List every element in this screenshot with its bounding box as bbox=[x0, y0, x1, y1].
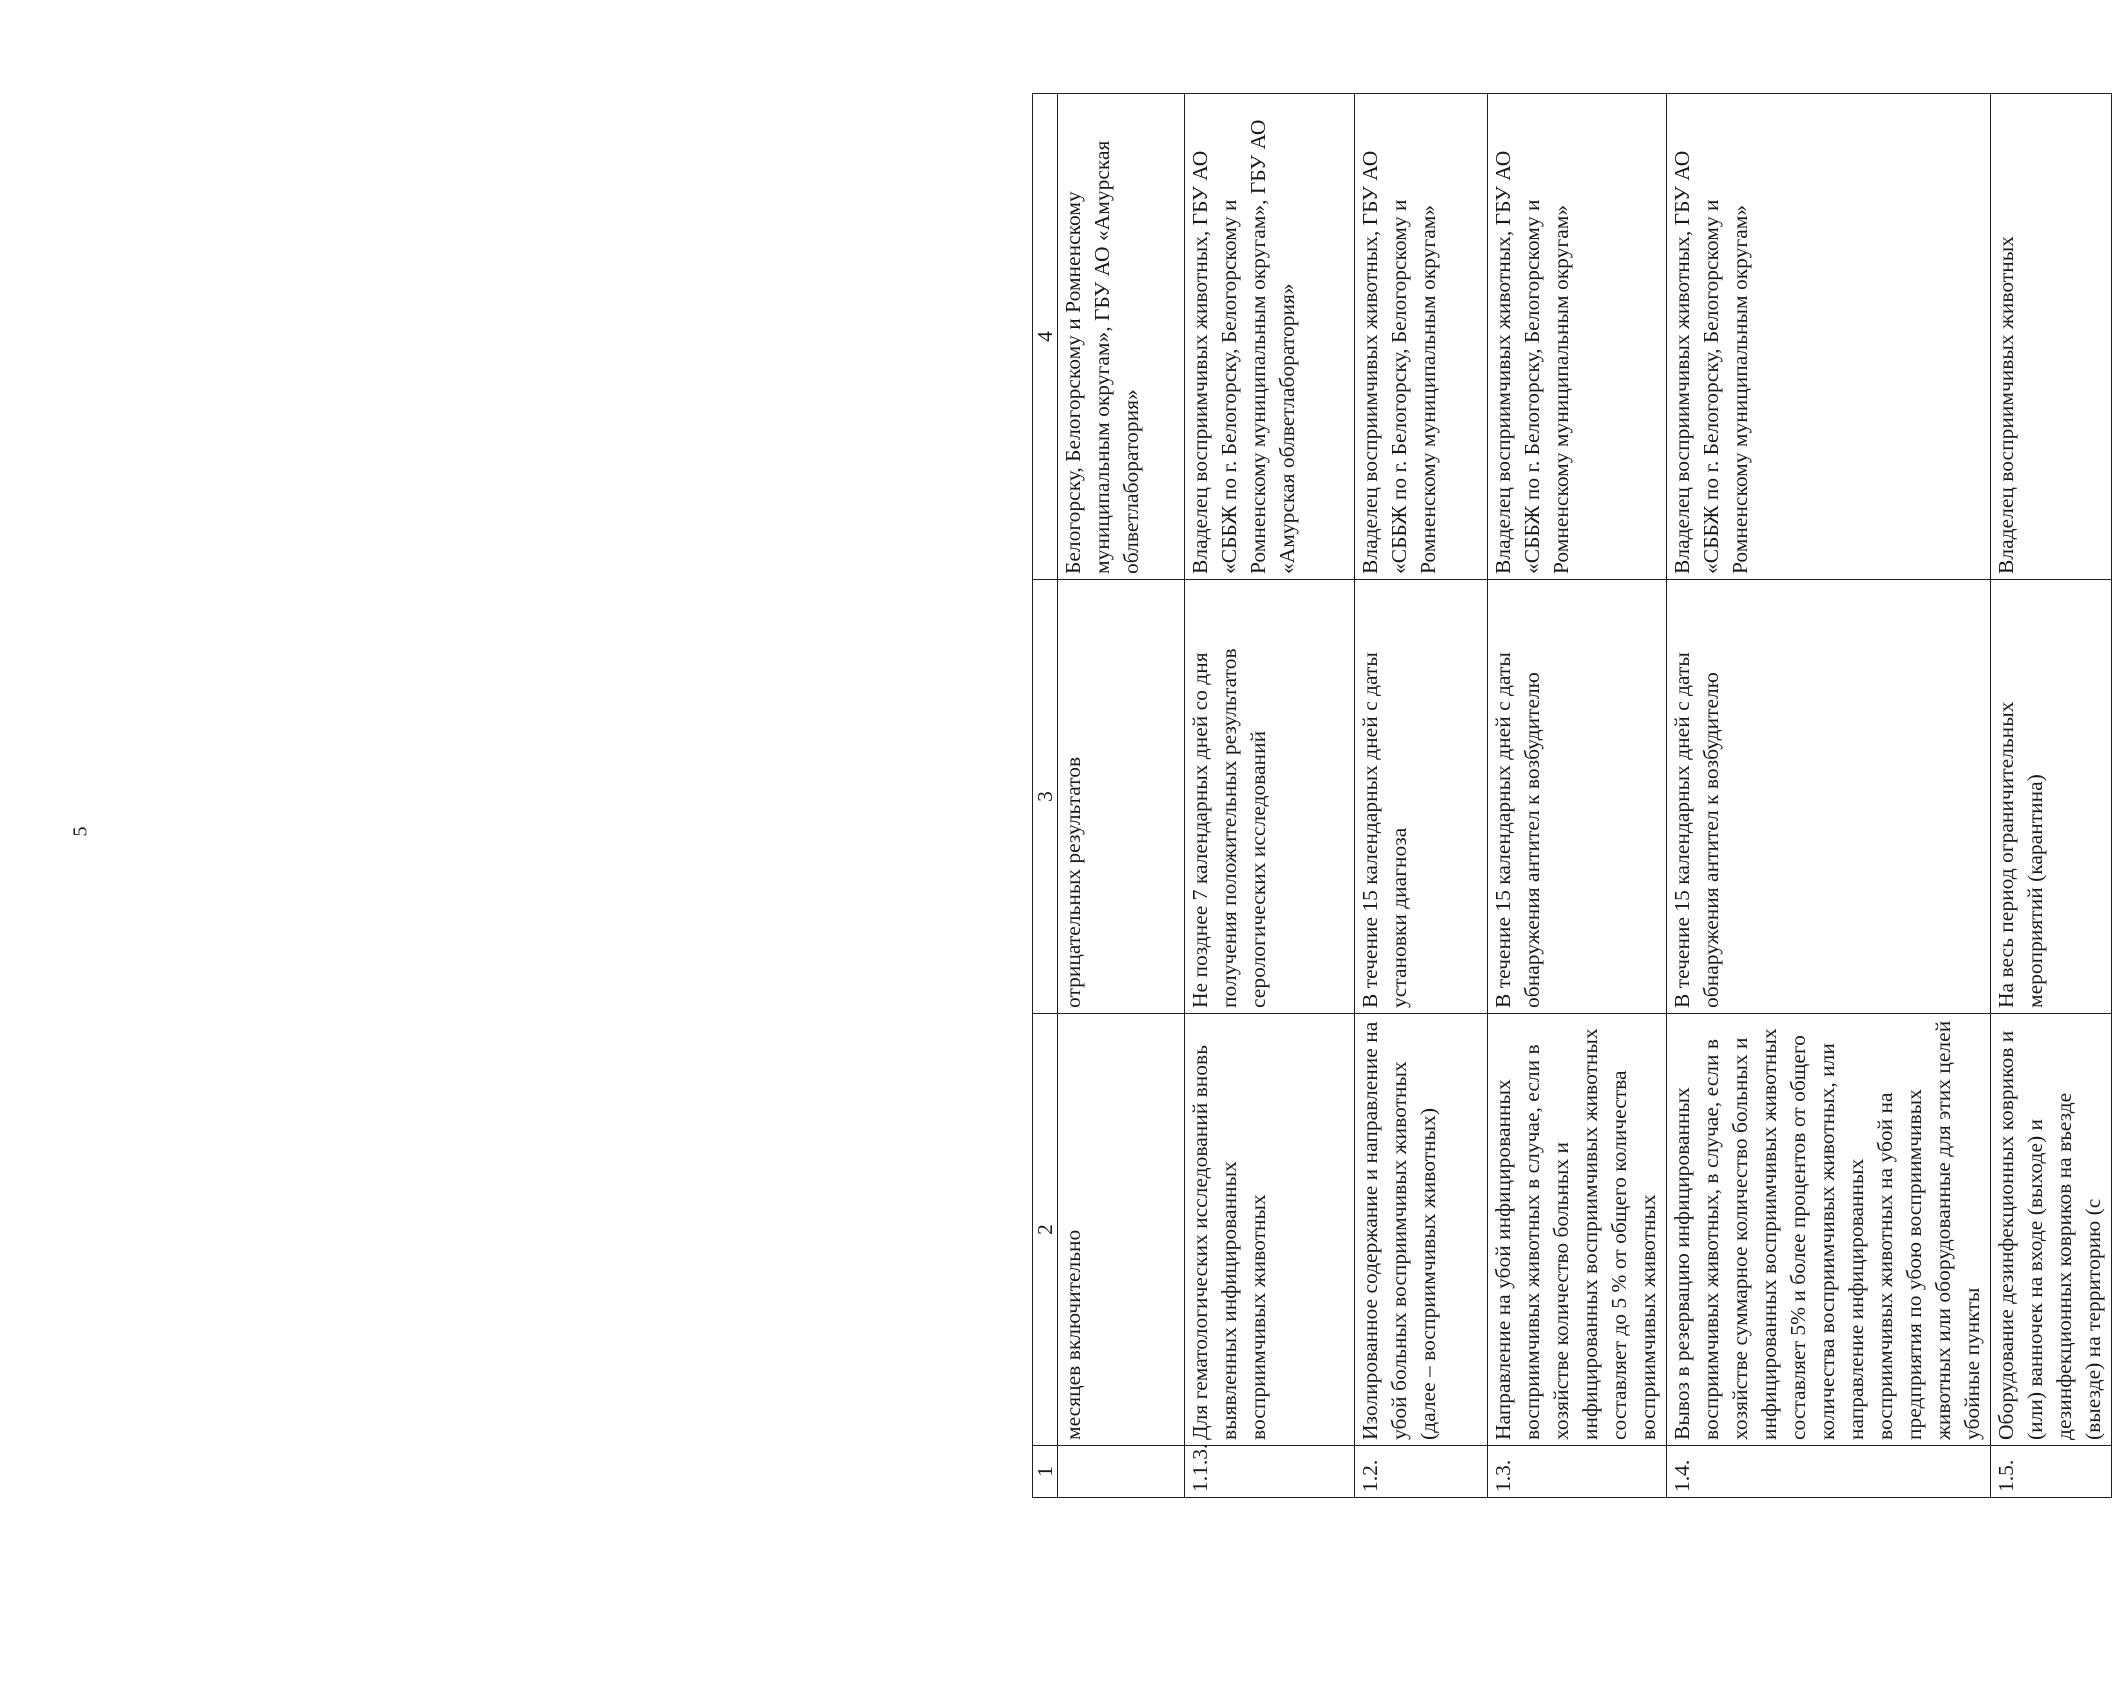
table-row bbox=[1185, 94, 1355, 1498]
responsible-cell: Владелец восприимчивых животных, ГБУ АО «СББЖ по г. Белогорску, Белогорскому и Ромненскому муниципальным округам» bbox=[1355, 94, 1488, 580]
item-number-cell: 1.3. bbox=[1488, 1446, 1667, 1498]
item-number-cell: 1.5. bbox=[1991, 1446, 2112, 1498]
responsible-cell: Владелец восприимчивых животных, ГБУ АО «СББЖ по г. Белогорску, Белогорскому и Ромненскому муниципальным округам», ГБУ АО «Амурская облветлаборатория» bbox=[1185, 94, 1355, 580]
item-number-cell bbox=[1058, 1446, 1185, 1498]
responsible-cell: Владелец восприимчивых животных bbox=[1991, 94, 2112, 580]
measure-cell: месяцев включительно bbox=[1058, 1014, 1185, 1446]
measures-table bbox=[1032, 93, 2112, 1498]
term-cell: В течение 15 календарных дней с даты обнаружения антител к возбудителю bbox=[1488, 580, 1667, 1014]
item-number-cell: 1.2. bbox=[1355, 1446, 1488, 1498]
measure-cell: Изолированное содержание и направление на убой больных восприимчивых животных (далее – восприимчивых животных) bbox=[1355, 1014, 1488, 1446]
table-row bbox=[1488, 94, 1667, 1498]
table-row bbox=[1355, 94, 1488, 1498]
term-cell: Не позднее 7 календарных дней со дня получения положительных результатов серологических исследований bbox=[1185, 580, 1355, 1014]
term-cell: В течение 15 календарных дней с даты установки диагноза bbox=[1355, 580, 1488, 1014]
rotated-page-content bbox=[1032, 94, 2105, 1498]
measure-cell: Для гематологических исследований вновь выявленных инфицированных восприимчивых животных bbox=[1185, 1014, 1355, 1446]
table-row bbox=[1991, 94, 2112, 1498]
header-cell: 3 bbox=[1033, 580, 1058, 1014]
term-cell: На весь период ограничительных мероприятий (карантина) bbox=[1991, 580, 2112, 1014]
item-number-cell: 1.1.3. bbox=[1185, 1446, 1355, 1498]
page-number: 5 bbox=[69, 826, 92, 837]
header-cell: 2 bbox=[1033, 1014, 1058, 1446]
item-number-cell: 1.4. bbox=[1667, 1446, 1991, 1498]
term-cell: В течение 15 календарных дней с даты обнаружения антител к возбудителю bbox=[1667, 580, 1991, 1014]
term-cell: отрицательных результатов bbox=[1058, 580, 1185, 1014]
measure-cell: Вывоз в резервацию инфицированных восприимчивых животных, в случае, если в хозяйстве суммарное количество больных и инфицированных восприимчивых животных составляет 5% и более процентов от общего количества восприимчивых животных, или направление инфицированных восприимчивых животных на убой на предприятия по убою восприимчивых животных или оборудованные для этих целей убойные пункты bbox=[1667, 1014, 1991, 1446]
responsible-cell: Владелец восприимчивых животных, ГБУ АО «СББЖ по г. Белогорску, Белогорскому и Ромненскому муниципальным округам» bbox=[1667, 94, 1991, 580]
table-header-row bbox=[1033, 94, 1058, 1498]
responsible-cell: Белогорску, Белогорскому и Ромненскому муниципальным округам», ГБУ АО «Амурская облветлаборатория» bbox=[1058, 94, 1185, 580]
responsible-cell: Владелец восприимчивых животных, ГБУ АО «СББЖ по г. Белогорску, Белогорскому и Ромненскому муниципальным округам» bbox=[1488, 94, 1667, 580]
header-cell: 4 bbox=[1033, 94, 1058, 580]
table-row bbox=[1058, 94, 1185, 1498]
measure-cell: Оборудование дезинфекционных ковриков и (или) ванночек на входе (выходе) и дезинфекционных ковриков на въезде (выезде) на территорию (с bbox=[1991, 1014, 2112, 1446]
measure-cell: Направление на убой инфицированных восприимчивых животных в случае, если в хозяйстве количество больных и инфицированных восприимчивых животных составляет до 5 % от общего количества восприимчивых животных bbox=[1488, 1014, 1667, 1446]
table-row bbox=[1667, 94, 1991, 1498]
header-cell: 1 bbox=[1033, 1446, 1058, 1498]
